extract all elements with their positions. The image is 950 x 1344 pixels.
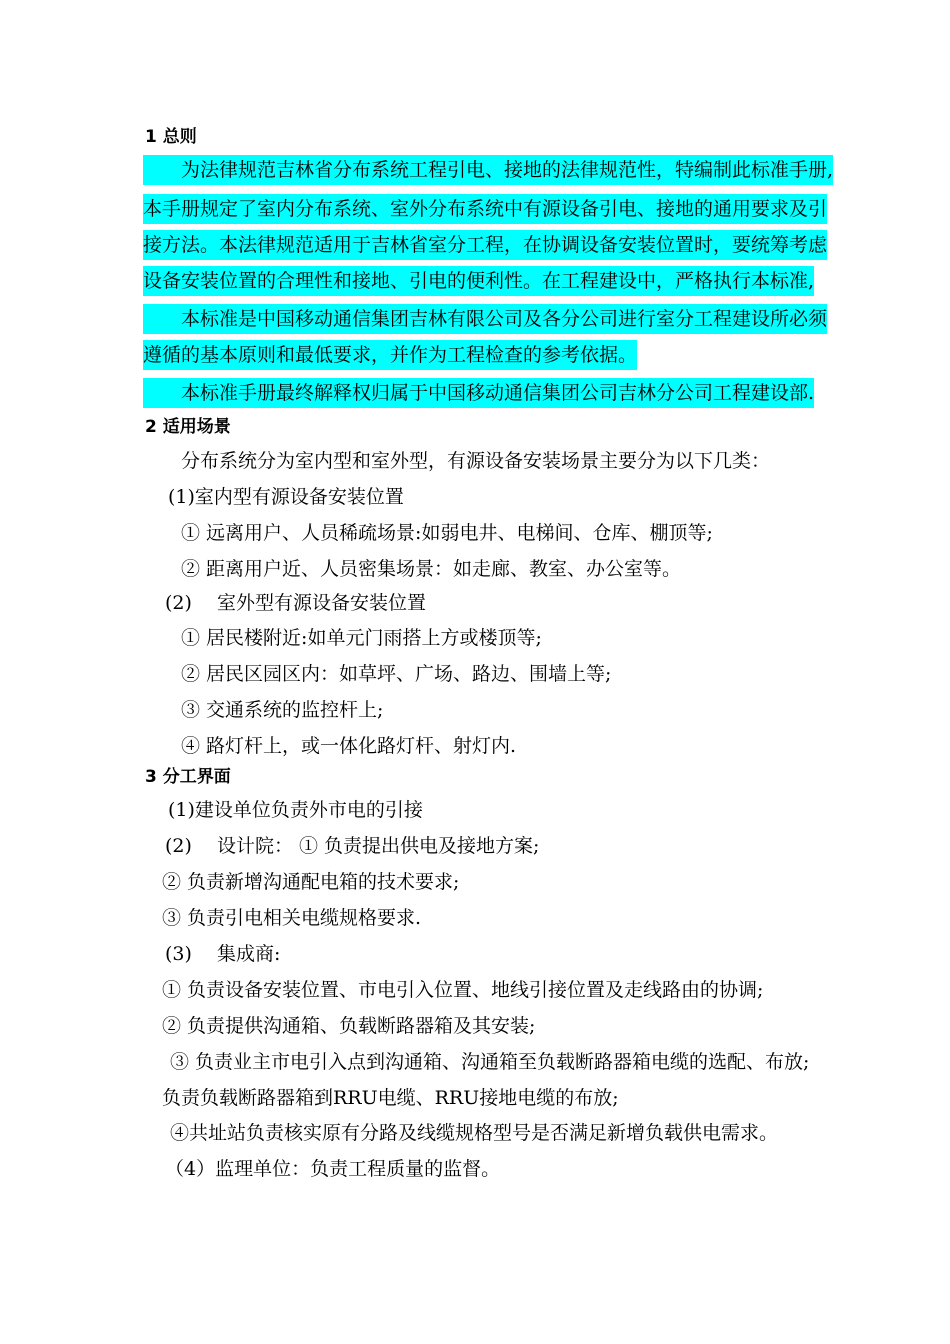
outdoor-item-3: ③ 交通系统的监控杆上; bbox=[181, 699, 384, 721]
paragraph-2-line-1 bbox=[143, 304, 827, 334]
highlighted-text: 设备安装位置的合理性和接地、引电的便利性。在工程建设中，严格执行本标准, bbox=[143, 266, 814, 296]
division-line-5: (3) 集成商: bbox=[165, 943, 281, 965]
paragraph-2-line-2 bbox=[143, 340, 637, 370]
section-heading-1: 1 总则 bbox=[145, 127, 197, 147]
outdoor-item-2: ② 居民区园区内：如草坪、广场、路边、围墙上等; bbox=[181, 663, 612, 685]
section-heading-3: 3 分工界面 bbox=[145, 767, 231, 787]
section-heading-2: 2 适用场景 bbox=[145, 417, 231, 437]
outdoor-title: (2) 室外型有源设备安装位置 bbox=[165, 592, 426, 614]
division-line-2: (2) 设计院： ① 负责提出供电及接地方案; bbox=[165, 835, 540, 857]
division-line-9: 负责负载断路器箱到RRU电缆、RRU接地电缆的布放; bbox=[162, 1087, 619, 1109]
division-line-4: ③ 负责引电相关电缆规格要求. bbox=[162, 907, 422, 929]
division-line-8: ③ 负责业主市电引入点到沟通箱、沟通箱至负载断路器箱电缆的选配、布放; bbox=[170, 1051, 810, 1073]
outdoor-item-4: ④ 路灯杆上，或一体化路灯杆、射灯内. bbox=[181, 735, 517, 757]
highlighted-text: 遵循的基本原则和最低要求，并作为工程检查的参考依据。 bbox=[143, 340, 637, 370]
paragraph-1-line-4 bbox=[143, 266, 814, 296]
highlighted-text: 为法律规范吉林省分布系统工程引电、接地的法律规范性，特编制此标准手册, bbox=[143, 155, 833, 185]
division-line-6: ① 负责设备安装位置、市电引入位置、地线引接位置及走线路由的协调; bbox=[162, 979, 764, 1001]
paragraph-1-line-3 bbox=[143, 230, 827, 260]
indoor-item-1: ① 远离用户、人员稀疏场景:如弱电井、电梯间、仓库、棚顶等; bbox=[181, 522, 713, 544]
section-2-intro: 分布系统分为室内型和室外型，有源设备安装场景主要分为以下几类： bbox=[181, 450, 771, 472]
paragraph-1-line-1 bbox=[143, 155, 833, 185]
highlighted-text: 接方法。本法律规范适用于吉林省室分工程，在协调设备安装位置时，要统筹考虑 bbox=[143, 230, 827, 260]
highlighted-text: 本标准手册最终解释权归属于中国移动通信集团公司吉林分公司工程建设部. bbox=[143, 378, 814, 408]
indoor-title: (1)室内型有源设备安装位置 bbox=[168, 486, 404, 508]
paragraph-1-line-2 bbox=[143, 194, 827, 224]
paragraph-3 bbox=[143, 378, 814, 408]
division-line-3: ② 负责新增沟通配电箱的技术要求; bbox=[162, 871, 460, 893]
highlighted-text: 本手册规定了室内分布系统、室外分布系统中有源设备引电、接地的通用要求及引 bbox=[143, 194, 827, 224]
division-line-7: ② 负责提供沟通箱、负载断路器箱及其安装; bbox=[162, 1015, 536, 1037]
indoor-item-2: ② 距离用户近、人员密集场景：如走廊、教室、办公室等。 bbox=[181, 558, 682, 580]
division-line-1: (1)建设单位负责外市电的引接 bbox=[168, 799, 423, 821]
outdoor-item-1: ① 居民楼附近:如单元门雨搭上方或楼顶等; bbox=[181, 627, 542, 649]
division-line-10: ④共址站负责核实原有分路及线缆规格型号是否满足新增负载供电需求。 bbox=[170, 1122, 779, 1144]
division-line-11: （4）监理单位：负责工程质量的监督。 bbox=[165, 1158, 501, 1180]
highlighted-text: 本标准是中国移动通信集团吉林有限公司及各分公司进行室分工程建设所必须 bbox=[143, 304, 827, 334]
